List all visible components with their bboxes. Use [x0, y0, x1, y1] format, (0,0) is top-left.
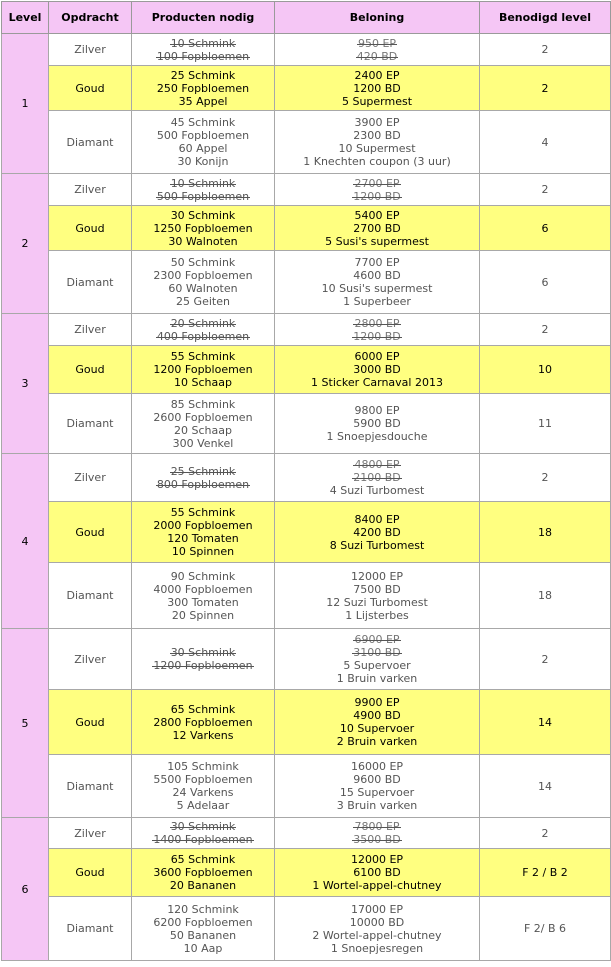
product-item: 2800 Fopbloemen	[153, 715, 253, 729]
table-row	[2, 563, 611, 629]
rewards-cell	[275, 34, 480, 66]
rewards-cell	[275, 314, 480, 346]
required-level: 6	[480, 206, 611, 251]
table-row	[2, 629, 611, 690]
products-cell	[132, 629, 275, 690]
product-item: 20 Bananen	[169, 879, 237, 892]
product-item: 5500 Fopbloemen	[153, 773, 253, 786]
product-item: 1200 Fopbloemen	[153, 659, 253, 672]
required-level: 18	[480, 563, 611, 629]
level-number: 6	[2, 818, 49, 961]
products-cell	[132, 346, 275, 394]
product-item: 30 Schmink	[170, 820, 236, 833]
product-item: 20 Schaap	[174, 423, 232, 437]
product-item: 25 Schmink	[170, 68, 236, 82]
product-item: 1200 Fopbloemen	[153, 363, 253, 376]
products-cell	[132, 251, 275, 314]
reward-item: 5 Supermest	[341, 94, 413, 108]
reward-item: 3500 BD	[353, 833, 401, 846]
product-item: 10 Schmink	[170, 36, 236, 50]
required-level: 2	[480, 818, 611, 849]
reward-item: 3000 BD	[353, 363, 401, 376]
reward-item: 1 Superbeer	[343, 295, 411, 308]
product-item: 10 Schaap	[174, 376, 232, 389]
required-level: 6	[480, 251, 611, 314]
reward-item: 1 Sticker Carnaval 2013	[311, 376, 443, 389]
reward-item: 1 Wortel-appel-chutney	[312, 879, 442, 892]
reward-item: 12000 EP	[350, 569, 404, 583]
rewards-cell	[275, 206, 480, 251]
reward-item: 950 EP	[357, 36, 397, 50]
rewards-cell	[275, 251, 480, 314]
reward-item: 5900 BD	[353, 417, 401, 430]
required-level: 10	[480, 346, 611, 394]
reward-item: 2300 BD	[353, 129, 401, 142]
task-name: Goud	[49, 502, 132, 563]
reward-item: 1 Snoepjesdouche	[326, 430, 428, 443]
table-row	[2, 251, 611, 314]
header-producten: Producten nodig	[132, 2, 275, 34]
header-level: Level	[2, 2, 49, 34]
product-item: 60 Appel	[178, 142, 228, 155]
header-opdracht: Opdracht	[49, 2, 132, 34]
header-beloning: Beloning	[275, 2, 480, 34]
products-cell	[132, 454, 275, 502]
task-name: Goud	[49, 66, 132, 111]
reward-item: 2700 BD	[353, 221, 401, 235]
reward-item: 10 Susi's supermest	[321, 282, 433, 295]
product-item: 120 Tomaten	[167, 532, 239, 545]
task-name: Zilver	[49, 34, 132, 66]
reward-item: 1200 BD	[353, 189, 401, 203]
required-level: 11	[480, 394, 611, 454]
reward-item: 4900 BD	[353, 709, 401, 722]
required-level: 2	[480, 314, 611, 346]
reward-item: 9900 EP	[354, 696, 400, 709]
product-item: 6200 Fopbloemen	[153, 915, 253, 929]
table-row	[2, 818, 611, 849]
products-cell	[132, 394, 275, 454]
reward-item: 9600 BD	[353, 773, 401, 786]
rewards-cell	[275, 690, 480, 755]
product-item: 65 Schmink	[170, 702, 236, 716]
reward-item: 17000 EP	[350, 902, 404, 916]
product-item: 2300 Fopbloemen	[153, 269, 253, 282]
level-number: 4	[2, 454, 49, 629]
products-cell	[132, 502, 275, 563]
required-level: F 2 / B 2	[480, 849, 611, 897]
required-level: 2	[480, 66, 611, 111]
table-row	[2, 849, 611, 897]
task-name: Diamant	[49, 251, 132, 314]
reward-item: 9800 EP	[354, 404, 400, 417]
product-item: 25 Schmink	[170, 464, 236, 478]
table-row	[2, 454, 611, 502]
reward-item: 2400 EP	[354, 68, 400, 82]
reward-item: 7800 EP	[354, 820, 400, 833]
product-item: 30 Schmink	[170, 208, 236, 222]
product-item: 12 Varkens	[172, 728, 234, 742]
reward-item: 2 Wortel-appel-chutney	[312, 928, 442, 942]
reward-item: 7500 BD	[353, 582, 401, 596]
reward-item: 1 Snoepjesregen	[330, 941, 424, 955]
products-cell	[132, 314, 275, 346]
reward-item: 4 Suzi Turbomest	[329, 484, 425, 497]
product-item: 25 Geiten	[176, 295, 230, 308]
products-cell	[132, 755, 275, 818]
products-cell	[132, 206, 275, 251]
product-item: 60 Walnoten	[168, 282, 238, 295]
rewards-cell	[275, 111, 480, 174]
reward-item: 4600 BD	[353, 269, 401, 282]
task-name: Zilver	[49, 629, 132, 690]
table-row	[2, 502, 611, 563]
reward-item: 4800 EP	[354, 458, 400, 471]
rewards-cell	[275, 502, 480, 563]
product-item: 120 Schmink	[167, 902, 239, 916]
reward-item: 1200 BD	[353, 329, 401, 343]
rewards-cell	[275, 897, 480, 961]
products-cell	[132, 174, 275, 206]
reward-item: 1200 BD	[353, 81, 401, 95]
product-item: 24 Varkens	[172, 786, 234, 799]
product-item: 50 Bananen	[169, 928, 237, 942]
required-level: 2	[480, 629, 611, 690]
required-level: 18	[480, 502, 611, 563]
product-item: 1250 Fopbloemen	[153, 221, 253, 235]
level-number: 2	[2, 174, 49, 314]
task-name: Diamant	[49, 394, 132, 454]
product-item: 20 Schmink	[170, 316, 236, 330]
rewards-cell	[275, 174, 480, 206]
rewards-cell	[275, 394, 480, 454]
reward-item: 6900 EP	[354, 633, 400, 646]
reward-item: 15 Supervoer	[339, 786, 415, 799]
level-number: 1	[2, 34, 49, 174]
task-name: Diamant	[49, 563, 132, 629]
reward-item: 6000 EP	[354, 350, 400, 363]
task-name: Zilver	[49, 454, 132, 502]
rewards-cell	[275, 755, 480, 818]
task-name: Diamant	[49, 111, 132, 174]
products-cell	[132, 849, 275, 897]
reward-item: 12 Suzi Turbomest	[326, 595, 428, 609]
reward-item: 2100 BD	[353, 471, 401, 484]
product-item: 55 Schmink	[170, 506, 236, 519]
product-item: 65 Schmink	[170, 853, 236, 866]
reward-item: 3900 EP	[354, 116, 400, 129]
required-level: 2	[480, 34, 611, 66]
product-item: 100 Fopbloemen	[156, 49, 250, 63]
product-item: 90 Schmink	[170, 569, 236, 583]
product-item: 20 Spinnen	[171, 608, 235, 622]
table-row	[2, 394, 611, 454]
table-row	[2, 174, 611, 206]
products-cell	[132, 690, 275, 755]
product-item: 85 Schmink	[170, 397, 236, 411]
product-item: 300 Venkel	[172, 436, 234, 450]
product-item: 500 Fopbloemen	[156, 189, 250, 203]
reward-item: 5400 EP	[354, 208, 400, 222]
quest-body	[2, 34, 611, 961]
product-item: 500 Fopbloemen	[156, 129, 250, 142]
table-row	[2, 34, 611, 66]
reward-item: 4200 BD	[353, 525, 401, 539]
level-number: 5	[2, 629, 49, 818]
product-item: 30 Schmink	[170, 646, 236, 659]
rewards-cell	[275, 563, 480, 629]
reward-item: 8400 EP	[354, 512, 400, 526]
product-item: 2600 Fopbloemen	[153, 410, 253, 424]
table-row	[2, 111, 611, 174]
required-level: 2	[480, 454, 611, 502]
reward-item: 1 Knechten coupon (3 uur)	[303, 155, 451, 168]
reward-item: 10000 BD	[349, 915, 405, 929]
product-item: 250 Fopbloemen	[156, 81, 250, 95]
reward-item: 3 Bruin varken	[336, 799, 418, 812]
product-item: 30 Konijn	[177, 155, 229, 168]
required-level: 4	[480, 111, 611, 174]
reward-item: 10 Supervoer	[339, 722, 415, 735]
header-benodigd-level: Benodigd level	[480, 2, 611, 34]
task-name: Diamant	[49, 755, 132, 818]
required-level: 2	[480, 174, 611, 206]
reward-item: 5 Supervoer	[343, 659, 411, 672]
product-item: 10 Aap	[183, 941, 223, 955]
products-cell	[132, 563, 275, 629]
table-row	[2, 755, 611, 818]
reward-item: 2800 EP	[354, 316, 400, 330]
reward-item: 1 Lijsterbes	[345, 608, 409, 622]
product-item: 45 Schmink	[170, 116, 236, 129]
reward-item: 8 Suzi Turbomest	[329, 538, 425, 552]
table-row	[2, 66, 611, 111]
product-item: 2000 Fopbloemen	[153, 519, 253, 532]
table-row	[2, 690, 611, 755]
reward-item: 1 Bruin varken	[336, 672, 418, 685]
product-item: 800 Fopbloemen	[156, 477, 250, 491]
products-cell	[132, 818, 275, 849]
table-row	[2, 206, 611, 251]
task-name: Zilver	[49, 174, 132, 206]
reward-item: 12000 EP	[350, 853, 404, 866]
rewards-cell	[275, 849, 480, 897]
product-item: 1400 Fopbloemen	[153, 833, 253, 846]
rewards-cell	[275, 454, 480, 502]
reward-item: 16000 EP	[350, 760, 404, 773]
reward-item: 6100 BD	[353, 866, 401, 879]
task-name: Goud	[49, 206, 132, 251]
required-level: 14	[480, 755, 611, 818]
product-item: 5 Adelaar	[176, 799, 230, 812]
reward-item: 3100 BD	[353, 646, 401, 659]
product-item: 3600 Fopbloemen	[153, 866, 253, 879]
products-cell	[132, 66, 275, 111]
reward-item: 2700 EP	[354, 176, 400, 190]
table-row	[2, 346, 611, 394]
products-cell	[132, 111, 275, 174]
product-item: 35 Appel	[178, 94, 228, 108]
products-cell	[132, 34, 275, 66]
rewards-cell	[275, 346, 480, 394]
task-name: Zilver	[49, 314, 132, 346]
rewards-cell	[275, 629, 480, 690]
reward-item: 420 BD	[356, 49, 398, 63]
required-level: 14	[480, 690, 611, 755]
task-name: Diamant	[49, 897, 132, 961]
quest-table	[1, 1, 611, 961]
task-name: Goud	[49, 690, 132, 755]
required-level: F 2/ B 6	[480, 897, 611, 961]
task-name: Goud	[49, 346, 132, 394]
product-item: 300 Tomaten	[167, 595, 239, 609]
rewards-cell	[275, 818, 480, 849]
task-name: Goud	[49, 849, 132, 897]
level-number: 3	[2, 314, 49, 454]
reward-item: 2 Bruin varken	[336, 735, 418, 748]
product-item: 105 Schmink	[167, 760, 239, 773]
product-item: 400 Fopbloemen	[156, 329, 250, 343]
product-item: 30 Walnoten	[168, 234, 238, 248]
product-item: 4000 Fopbloemen	[153, 582, 253, 596]
product-item: 55 Schmink	[170, 350, 236, 363]
table-row	[2, 897, 611, 961]
product-item: 50 Schmink	[170, 256, 236, 269]
product-item: 10 Schmink	[170, 176, 236, 190]
product-item: 10 Spinnen	[171, 545, 235, 558]
table-row	[2, 314, 611, 346]
reward-item: 5 Susi's supermest	[325, 234, 429, 248]
reward-item: 10 Supermest	[338, 142, 416, 155]
header-row	[2, 2, 611, 34]
task-name: Zilver	[49, 818, 132, 849]
rewards-cell	[275, 66, 480, 111]
reward-item: 7700 EP	[354, 256, 400, 269]
products-cell	[132, 897, 275, 961]
